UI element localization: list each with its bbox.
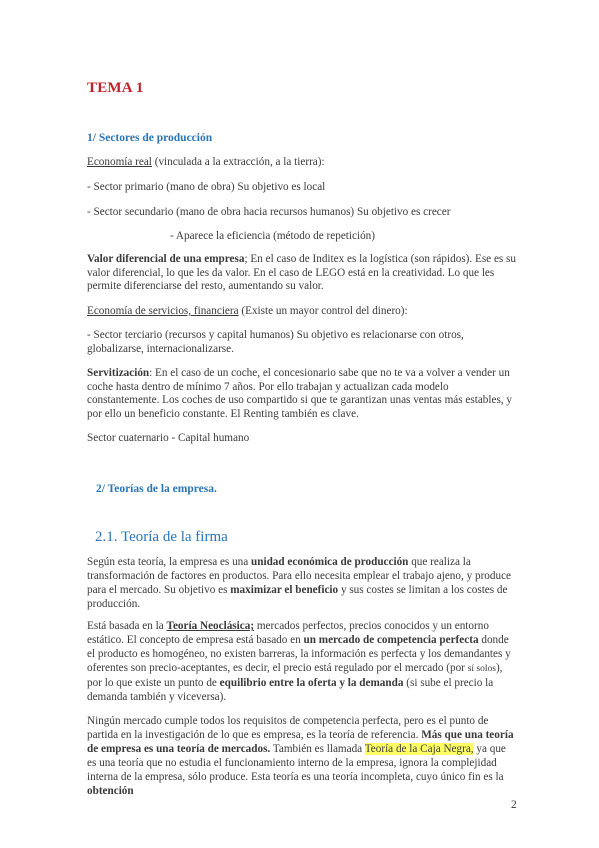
eficiencia-line: - Aparece la eficiencia (método de repetición) xyxy=(170,230,375,242)
economia-servicios-term: Economía de servicios, financiera xyxy=(87,305,239,317)
text-run: y sus costes se limitan a los costes de producción. xyxy=(87,584,508,610)
teoria-firma-paragraph-3 xyxy=(87,714,517,798)
bold-term: equilibrio entre la oferta y la demanda xyxy=(219,677,404,689)
page-title: TEMA 1 xyxy=(87,80,144,96)
bold-term: obtención xyxy=(87,785,134,797)
section-heading-sectores: 1/ Sectores de producción xyxy=(87,132,213,144)
text-run: ya que es una teoría que no estudia el funcionamiento interno de la empresa, ignora la complejidad interna de la empresa, sólo produce. Esta teoría es una teoría incompleta, cuyo único fin es la xyxy=(87,743,506,783)
teoria-firma-paragraph-2 xyxy=(87,619,517,704)
servitizacion-term: Servitización xyxy=(87,367,150,379)
bold-term: un mercado de competencia perfecta xyxy=(303,634,479,646)
servitizacion-paragraph xyxy=(87,367,517,422)
text-run: que realiza la transformación de factores en productos. Para ello necesita emplear el trabajo ajeno, y produce para el mercado. Su objetivo es xyxy=(87,556,512,596)
economia-real-term: Economía real xyxy=(87,156,152,168)
highlighted-term: Teoría de la Caja Negra, xyxy=(364,743,474,755)
text-run: Según esta teoría, la empresa es una xyxy=(87,556,252,568)
bold-underlined-term: Teoría Neoclásica; xyxy=(166,620,255,632)
bold-term: unidad económica de producción xyxy=(251,556,409,568)
text-run: Ningún mercado cumple todos los requisitos de competencia perfecta, pero es el punto de partida en la investigación de lo que es empresa, es la teoría de referencia. xyxy=(87,715,489,741)
small-text-run: sí solos xyxy=(467,664,496,674)
subsection-heading-teoria-firma: 2.1. Teoría de la firma xyxy=(95,529,228,545)
text-run: ), por lo que existe un punto de xyxy=(87,662,503,689)
valor-diferencial-rest: ; En el caso de Inditex es la logística (son rápidos). Ese es su valor diferencial, lo que les da valor. En el caso de LEGO está en la creatividad. Lo que les permite diferenciarse del resto, aumentando su valor. xyxy=(87,253,517,293)
valor-diferencial-term: Valor diferencial de una empresa xyxy=(87,253,245,265)
sector-cuaternario: Sector cuaternario - Capital humano xyxy=(87,432,250,444)
text-run: (si sube el precio la demanda también y viceversa). xyxy=(87,677,494,703)
page-number: 2 xyxy=(511,799,517,811)
text-run: mercados perfectos, precios conocidos y un entorno estático. El concepto de empresa está basado en xyxy=(87,620,489,646)
bold-term: Más que una teoría de empresa es una teoría de mercados. xyxy=(87,729,514,755)
teoria-firma-paragraph-1 xyxy=(87,555,517,611)
economia-real-line xyxy=(87,156,517,170)
sector-terciario: - Sector terciario (recursos y capital humanos) Su objetivo es relacionarse con otros, globalizarse, internacionalizarse. xyxy=(87,329,464,355)
section-heading-teorias: 2/ Teorías de la empresa. xyxy=(96,483,217,495)
text-run: donde el producto es homogéneo, no existen barreras, la información es perfecta y los demandantes y oferentes son precio-aceptantes, es decir, el precio está regulado por el mercado (por xyxy=(87,634,511,674)
sector-secundario: - Sector secundario (mano de obra hacia recursos humanos) Su objetivo es crecer xyxy=(87,206,451,218)
sector-primario: - Sector primario (mano de obra) Su objetivo es local xyxy=(87,181,326,193)
economia-servicios-rest: (Existe un mayor control del dinero): xyxy=(238,305,408,317)
economia-real-rest: (vinculada a la extracción, a la tierra): xyxy=(151,156,325,168)
economia-servicios-line xyxy=(87,305,517,319)
text-run: También es llamada xyxy=(270,743,365,755)
text-run: Está basada en la xyxy=(87,620,167,632)
servitizacion-rest: : En el caso de un coche, el concesionario sabe que no te va a volver a vender un coche hasta dentro de mínimo 7 años. Por ello trabajan y actualizan cada modelo constantemente. Los coches de uso compartido si que te garantizan unas ventas más estables, y por ello un beneficio constante. El Renting también es clave. xyxy=(87,367,512,421)
bold-term: maximizar el beneficio xyxy=(230,584,339,596)
valor-diferencial-paragraph xyxy=(87,253,517,294)
